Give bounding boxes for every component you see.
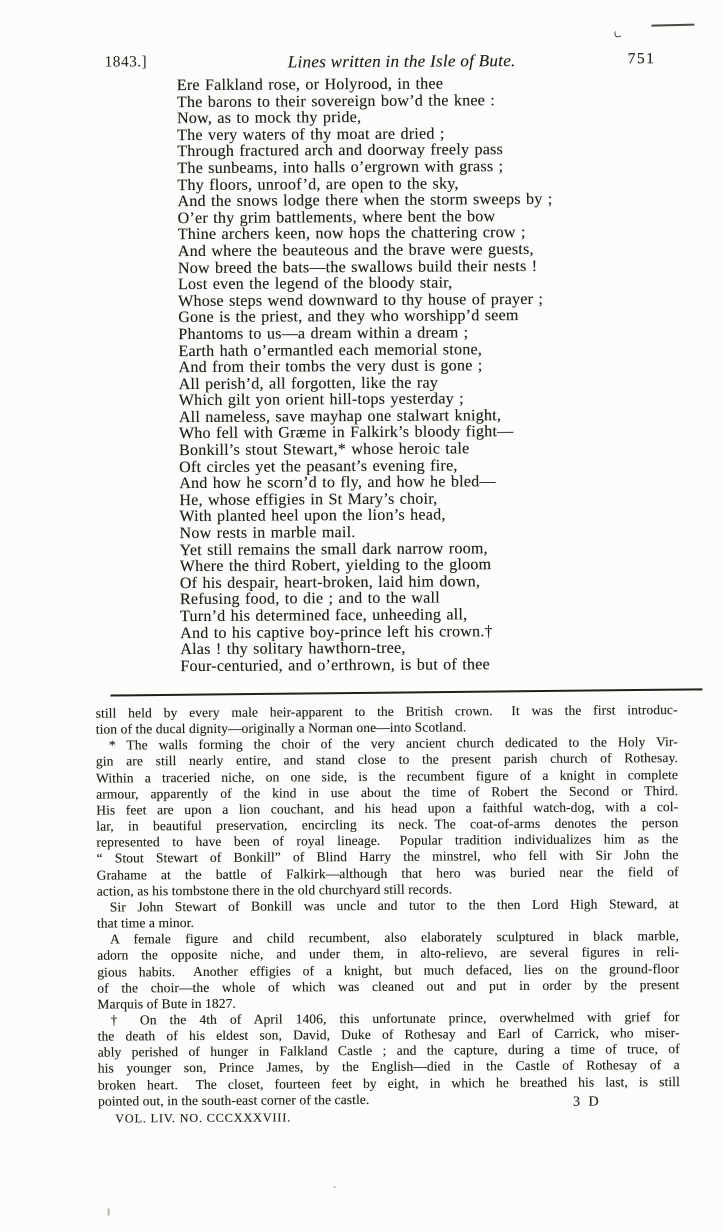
poem-line: And to his captive boy-prince left his crown.†: [180, 622, 493, 642]
poem-line: He, whose effigies in St Mary’s choir,: [179, 490, 438, 509]
poem-line: O’er thy grim battlements, where bent the bow: [177, 207, 496, 227]
footnote-divider: [110, 688, 702, 696]
poem-line: All perish’d, all forgotten, like the ray: [178, 374, 439, 393]
poem-line: The sunbeams, into halls o’ergrown with grass ;: [177, 158, 504, 178]
page-number: 751: [627, 50, 656, 68]
poem-line: Refusing food, to die ; and to the wall: [179, 589, 440, 609]
footnote-line: broken heart. The closet, fourteen feet by eight, in which he breathed his last, is still: [97, 1073, 680, 1093]
footnote-line: action, as his tombstone there in the old churchyard still records.: [96, 881, 453, 899]
signature-mark: 3 D: [572, 1094, 602, 1110]
poem-line: Which gilt yon orient hill-tops yesterday ;: [178, 390, 464, 410]
footnote-line: * The walls forming the choir of the very ancient church dedicated to the Holy Vir-: [108, 734, 678, 753]
poem-line: Where the third Robert, yielding to the gloom: [179, 556, 492, 576]
poem-line: Oft circles yet the peasant’s evening fire,: [179, 457, 458, 476]
footnote-line: adorn the opposite niche, and under them, in alto-relievo, are several figures in reli-: [97, 944, 680, 963]
poem: [177, 76, 556, 676]
footnote-line: Sir John Stewart of Bonkill was uncle and tutor to the then Lord High Steward, at: [109, 895, 679, 915]
scan-artifact-mark: [614, 30, 621, 38]
poem-line: Turn’d his determined face, unheeding all,: [179, 606, 468, 626]
poem-line: Whose steps wend downward to thy house of prayer ;: [178, 290, 544, 310]
footnote-line: still held by every male heir-apparent to the British crown. It was the first introduc-: [95, 702, 678, 721]
footnote-line: that time a minor.: [96, 915, 194, 931]
poem-line: Four-centuried, and o’erthrown, is but of thee: [180, 655, 490, 675]
poem-line: Thine archers keen, now hops the chattering crow ;: [177, 224, 526, 244]
poem-line: And from their tombs the very dust is gone ;: [178, 357, 483, 377]
poem-line: The barons to their sovereign bow’d the knee :: [176, 91, 495, 111]
poem-line: Through fractured arch and doorway freely pass: [177, 141, 504, 161]
poem-line: And where the beauteous and the brave were guests,: [177, 240, 534, 261]
footnote-line: gious habits. Another effigies of a knight, but much defaced, lies on the ground-floor: [97, 960, 680, 980]
footnote-line: † On the 4th of April 1406, this unfortunate prince, overwhelmed with grief for: [110, 1009, 680, 1028]
year-label: 1843.]: [104, 53, 148, 71]
footnote-line: represented to have been of royal lineage. Popular tradition individualizes him as the: [96, 831, 679, 850]
poem-line: Thy floors, unroof’d, are open to the sky,: [177, 174, 459, 194]
poem-line: All nameless, save mayhap one stalwart knight,: [178, 407, 502, 426]
poem-line: And the snows lodge there when the storm sweeps by ;: [177, 190, 553, 211]
footnote-line: armour, apparently of the kind in use about the time of Robert the Second or Third.: [96, 782, 679, 802]
footnote-line: His feet are upon a lion couchant, and his head upon a faithful watch-dog, with a col-: [96, 799, 679, 818]
poem-line: Who fell with Græme in Falkirk’s bloody fight—: [178, 423, 514, 443]
footnote-line: pointed out, in the south-east corner of the castle.: [97, 1091, 370, 1109]
footnote-line: Within a traceried niche, on one side, is the recumbent figure of a knight in complete: [95, 766, 679, 786]
footnote-line: “ Stout Stewart of Bonkill” of Blind Harry the minstrel, who fell with Sir John the: [96, 847, 679, 867]
scan-artifact-line: [651, 24, 694, 27]
footnote-line: his younger son, Prince James, by the English—died in the Castle of Rothesay of a: [97, 1057, 680, 1077]
poem-line: With planted heel upon the lion’s head,: [179, 506, 446, 526]
footnote-line: A female figure and child recumbent, also elaborately sculptured in black marble,: [109, 928, 680, 947]
poem-line: Now breed the bats—the swallows build their nests !: [177, 257, 538, 277]
footnote-line: ably perished of hunger in Falkland Castle ; and the capture, during a time of truce, of: [97, 1041, 680, 1060]
footnote-line: lar, in beautiful preservation, encircling its neck. The coat-of-arms denotes the person: [96, 815, 679, 834]
poem-line: Of his despair, heart-broken, laid him down,: [179, 573, 481, 592]
scan-speck: [333, 1186, 335, 1188]
poem-line: Now, as to mock thy pride,: [176, 109, 362, 128]
poem-line: And how he scorn’d to fly, and how he bled—: [179, 473, 496, 493]
poem-line: The very waters of thy moat are dried ;: [177, 125, 445, 144]
footnote-line: gin are still nearly entire, and stand close to the present parish church of Rothesay.: [95, 750, 678, 770]
footnote-line: Grahame at the battle of Falkirk—although that hero was buried near the field of: [96, 863, 679, 883]
footnotes: [96, 702, 680, 1109]
poem-line: Bonkill’s stout Stewart,* whose heroic tale: [178, 440, 470, 460]
poem-line: Alas ! thy solitary hawthorn-tree,: [180, 639, 406, 659]
footnote-line: of the choir—the whole of which was cleaned out and put in order by the present: [97, 976, 680, 996]
running-title: Lines written in the Isle of Bute.: [287, 51, 516, 72]
poem-line: Yet still remains the small dark narrow room,: [179, 539, 488, 559]
footnote-line: tion of the ducal dignity—originally a Norman one—into Scotland.: [95, 719, 467, 737]
poem-line: Phantoms to us—a dream within a dream ;: [178, 324, 469, 344]
poem-line: Gone is the priest, and they who worshipp’d seem: [178, 307, 519, 327]
scan-speck: [108, 1209, 110, 1216]
footnote-line: the death of his eldest son, David, Duke of Rothesay and Earl of Carrick, who miser-: [97, 1025, 680, 1044]
poem-line: Lost even the legend of the bloody stair,: [177, 274, 453, 294]
poem-line: Now rests in marble mail.: [179, 524, 356, 543]
page-header: [0, 0, 718, 72]
poem-line: Earth hath o’ermantled each memorial stone,: [178, 340, 483, 360]
footnote-line: Marquis of Bute in 1827.: [97, 995, 236, 1012]
volume-label: VOL. LIV. NO. CCCXXXVIII.: [115, 1110, 291, 1126]
poem-line: Ere Falkland rose, or Holyrood, in thee: [176, 75, 444, 95]
